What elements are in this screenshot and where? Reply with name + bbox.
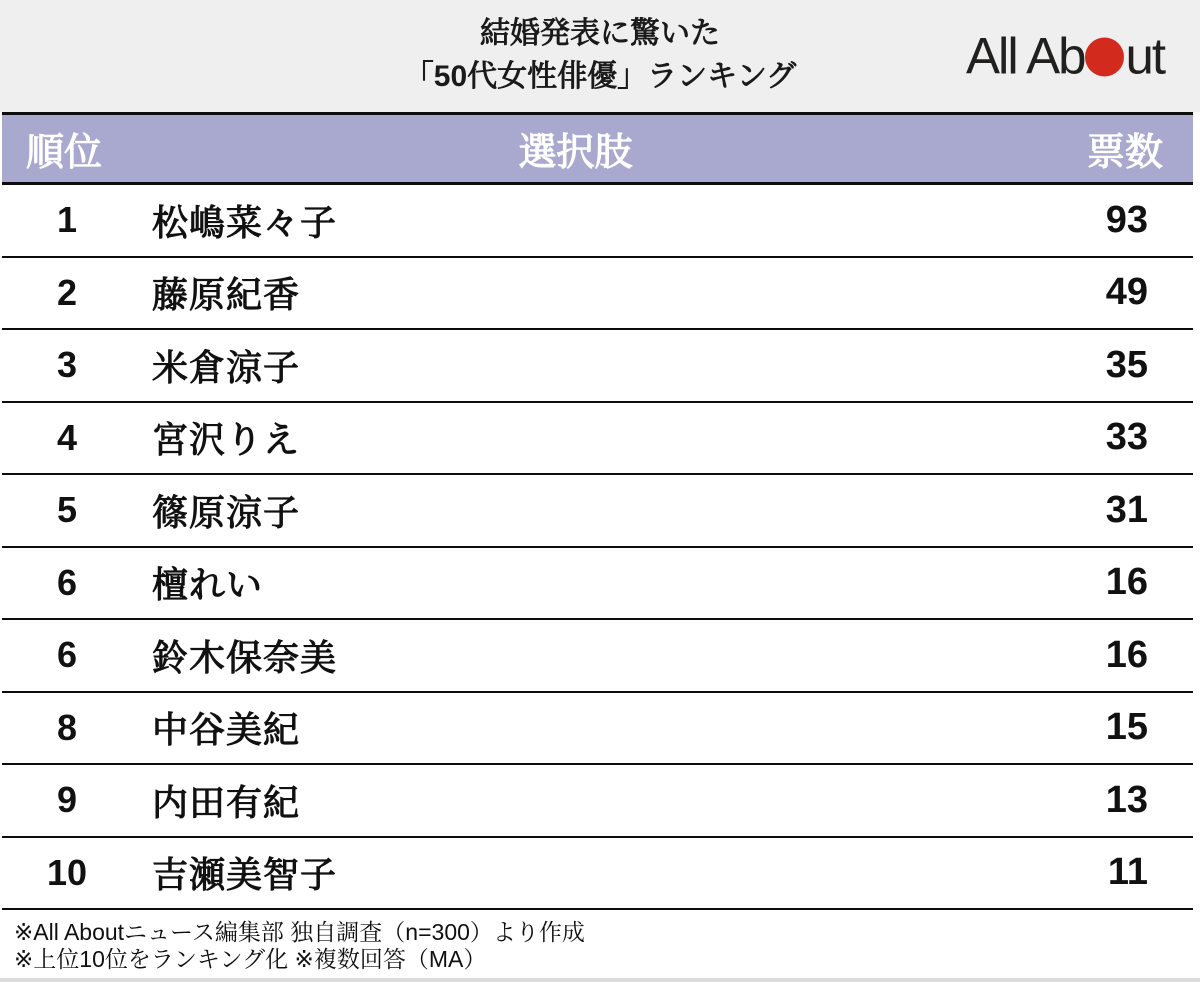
- row-rank: 1: [56, 199, 78, 241]
- row-rank: 5: [56, 489, 78, 531]
- row-actress-name: 篠原涼子: [152, 491, 301, 533]
- row-rank: 2: [56, 271, 78, 313]
- row-actress-name: 内田有紀: [152, 781, 301, 823]
- table-row: [2, 403, 1193, 476]
- row-rank: 6: [56, 561, 78, 603]
- row-votes: 35: [1105, 343, 1148, 386]
- table-row: [2, 185, 1193, 258]
- row-rank: 3: [56, 344, 78, 386]
- row-actress-name: 鈴木保奈美: [152, 636, 338, 678]
- logo-text-right: ut: [1125, 27, 1164, 85]
- table-header-row: [2, 112, 1193, 185]
- table-row: [2, 838, 1193, 911]
- footnotes: [0, 910, 1200, 978]
- row-rank: 6: [56, 634, 78, 676]
- row-votes: 31: [1105, 488, 1148, 531]
- table-body: [2, 185, 1193, 910]
- column-header-rank: 順位: [26, 132, 103, 174]
- row-votes: 11: [1107, 851, 1148, 894]
- title-line-2: 「50代女性俳優」ランキング: [403, 60, 797, 93]
- allabout-logo: [966, 27, 1164, 86]
- title-line-1: 結婚発表に驚いた: [480, 17, 720, 50]
- row-rank: 8: [56, 706, 78, 748]
- bottom-edge-artifact: [0, 978, 1200, 982]
- row-actress-name: 藤原紀香: [152, 274, 301, 316]
- row-votes: 16: [1105, 633, 1148, 676]
- column-header-choice: 選択肢: [518, 132, 633, 174]
- row-votes: 13: [1105, 778, 1148, 821]
- row-votes: 15: [1105, 706, 1148, 749]
- row-actress-name: 松嶋菜々子: [152, 201, 338, 243]
- row-actress-name: 米倉涼子: [152, 346, 301, 388]
- row-actress-name: 檀れい: [152, 564, 264, 606]
- row-actress-name: 吉瀬美智子: [152, 854, 338, 896]
- table-row: [2, 548, 1193, 621]
- title-band: [0, 0, 1200, 112]
- logo-red-dot-icon: [1085, 38, 1124, 77]
- footnote-line-1: ※All Aboutニュース編集部 独自調査（n=300）より作成: [14, 919, 585, 945]
- row-votes: 16: [1105, 561, 1148, 604]
- row-actress-name: 中谷美紀: [152, 709, 301, 751]
- row-rank: 4: [56, 416, 78, 458]
- row-actress-name: 宮沢りえ: [152, 419, 301, 461]
- table-row: [2, 330, 1193, 403]
- row-rank: 10: [46, 851, 88, 893]
- row-votes: 49: [1105, 271, 1148, 314]
- table-row: [2, 693, 1193, 766]
- column-header-votes: 票数: [1086, 132, 1163, 174]
- ranking-table: [2, 112, 1193, 910]
- logo-text-left: All Ab: [966, 27, 1085, 85]
- row-rank: 9: [56, 779, 78, 821]
- table-row: [2, 765, 1193, 838]
- row-votes: 33: [1105, 416, 1148, 459]
- table-row: [2, 258, 1193, 331]
- footnote-line-2: ※上位10位をランキング化 ※複数回答（MA）: [14, 946, 487, 972]
- row-votes: 93: [1105, 198, 1148, 241]
- table-row: [2, 620, 1193, 693]
- table-row: [2, 475, 1193, 548]
